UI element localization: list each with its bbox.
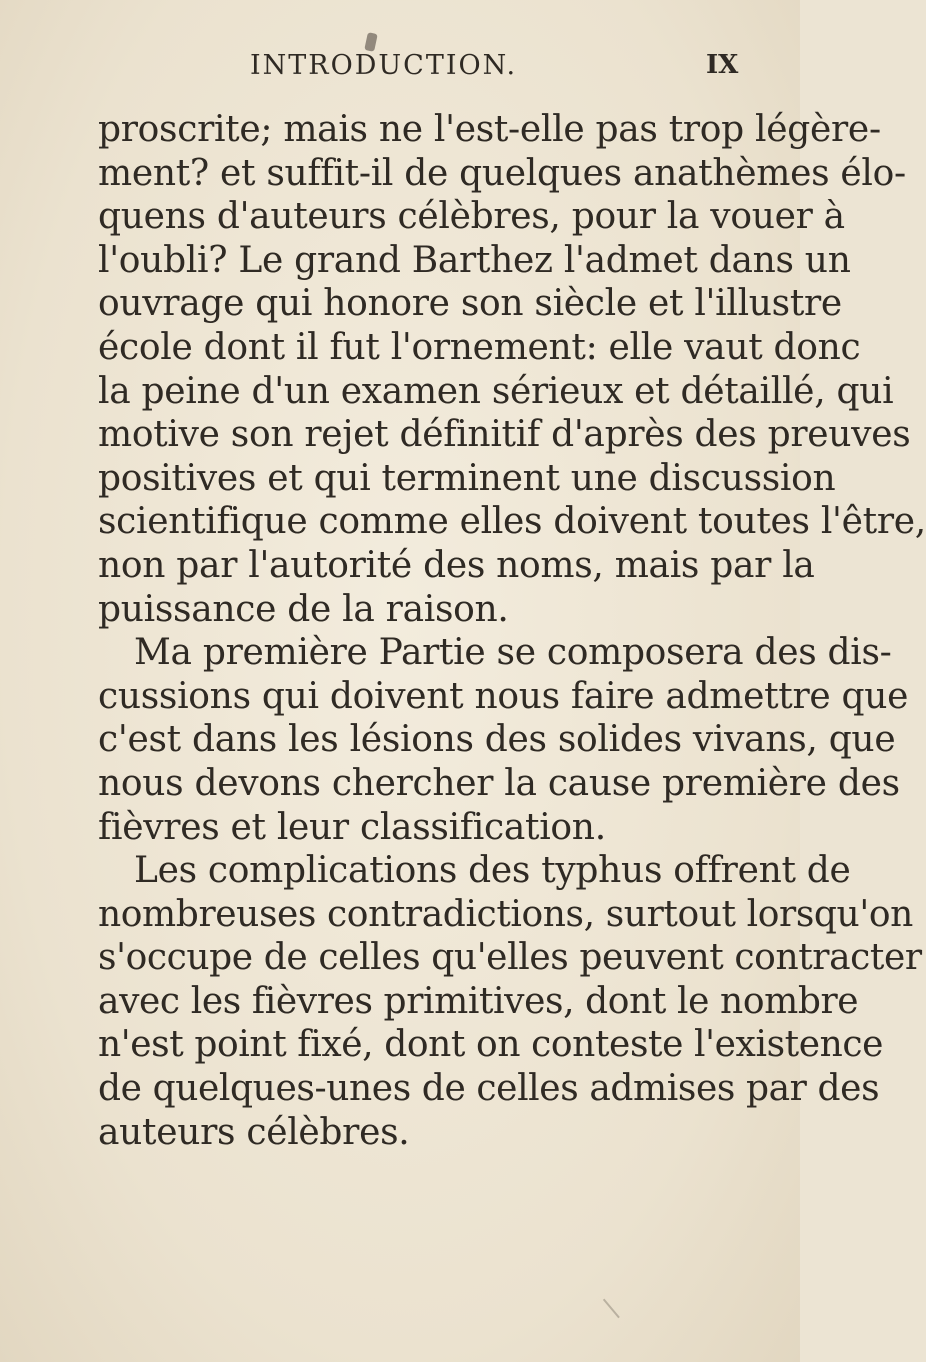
text-line: nombreuses contradictions, surtout lorsqu'on	[98, 893, 913, 935]
body-text	[98, 108, 926, 1154]
text-line: de quelques-unes de celles admises par des	[98, 1068, 880, 1110]
text-line: avec les fièvres primitives, dont le nombre	[98, 980, 859, 1022]
text-line: ouvrage qui honore son siècle et l'illustre	[98, 283, 842, 325]
paragraph-start-line: Les complications des typhus offrent de	[134, 850, 851, 892]
text-line: auteurs célèbres.	[98, 1111, 410, 1153]
text-line: fièvres et leur classification.	[98, 806, 606, 848]
text-line: nous devons chercher la cause première des	[98, 762, 900, 804]
text-line: non par l'autorité des noms, mais par la	[98, 544, 815, 586]
running-head	[0, 50, 800, 94]
text-line: proscrite; mais ne l'est-elle pas trop légère-	[98, 109, 881, 150]
paragraph-start-line: Ma première Partie se composera des dis-	[134, 632, 892, 674]
page-number: IX	[706, 50, 739, 80]
text-line: ment? et suffit-il de quelques anathèmes élo-	[98, 152, 906, 194]
text-line: cussions qui doivent nous faire admettre que	[98, 675, 909, 717]
text-line: motive son rejet définitif d'après des preuves	[98, 414, 911, 456]
text-line: puissance de la raison.	[98, 588, 509, 630]
text-line: scientifique comme elles doivent toutes l'être,	[98, 501, 926, 543]
pencil-mark	[603, 1286, 635, 1319]
text-line: quens d'auteurs célèbres, pour la vouer à	[98, 196, 845, 238]
text-line: n'est point fixé, dont on conteste l'existence	[98, 1024, 884, 1066]
text-line: l'oubli? Le grand Barthez l'admet dans un	[98, 239, 851, 281]
text-line: la peine d'un examen sérieux et détaillé, qui	[98, 370, 894, 412]
running-title: INTRODUCTION.	[250, 50, 518, 81]
text-line: école dont il fut l'ornement: elle vaut donc	[98, 326, 861, 368]
text-line: positives et qui terminent une discussion	[98, 457, 836, 499]
ink-blot	[364, 32, 378, 52]
text-line: s'occupe de celles qu'elles peuvent contracter	[98, 937, 922, 979]
text-line: c'est dans les lésions des solides vivans, que	[98, 719, 896, 761]
